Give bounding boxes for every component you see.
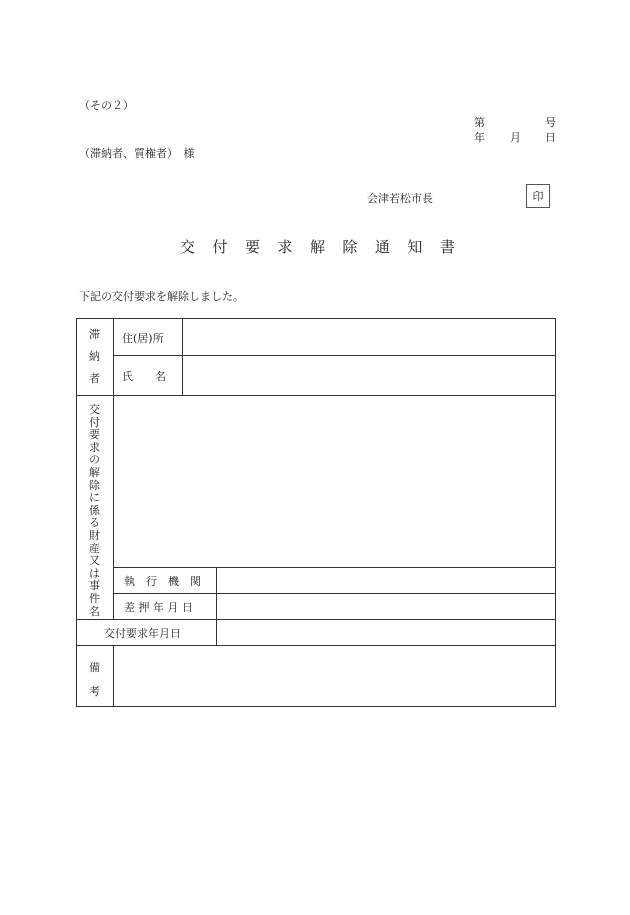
- rule-agency-bottom: [113, 593, 556, 594]
- rule-address-name: [113, 355, 556, 356]
- number-prefix: 第: [474, 116, 485, 129]
- title-char: 知: [407, 238, 423, 256]
- title-char: 要: [244, 238, 260, 256]
- request-date-label: 交付要求年月日: [104, 627, 181, 640]
- title-char: 除: [342, 238, 358, 256]
- document-title: [180, 236, 455, 257]
- title-char: 書: [439, 238, 455, 256]
- seal-box: 印: [526, 184, 550, 208]
- title-char: 通: [374, 238, 390, 256]
- title-char: 求: [277, 238, 293, 256]
- notice-table: [76, 318, 556, 707]
- addressee: （滞納者、質権者） 様: [79, 147, 195, 160]
- table-border-bottom: [76, 706, 556, 707]
- rule-left-label-column: [113, 318, 114, 619]
- table-border-top: [76, 318, 556, 319]
- rule-agency-label-column: [216, 567, 217, 645]
- property-label: 交 付 要 求 の 解 除 に 係 る 財 産 又 は 事 件 名: [89, 403, 100, 618]
- address-label: 住(居)所: [122, 332, 164, 345]
- form-number: （その２）: [79, 99, 134, 112]
- agency-field[interactable]: [224, 572, 550, 590]
- date-year: 年: [474, 131, 485, 144]
- title-char: 交: [180, 238, 196, 256]
- intro-text: 下記の交付要求を解除しました。: [79, 290, 244, 303]
- name-field[interactable]: [190, 365, 550, 383]
- date-month: 月: [510, 131, 521, 144]
- seizure-date-field[interactable]: [224, 598, 550, 616]
- property-field[interactable]: [120, 400, 550, 560]
- address-field[interactable]: [190, 328, 550, 346]
- seizure-date-label: 差 押 年 月 日: [124, 601, 193, 614]
- delinquent-label: 滞 納 者: [89, 328, 100, 385]
- remarks-label: 備 考: [89, 661, 100, 698]
- agency-label: 執 行 機 関: [124, 575, 201, 588]
- remarks-field[interactable]: [120, 651, 550, 701]
- name-label: 氏 名: [122, 370, 166, 383]
- title-char: 付: [212, 238, 228, 256]
- table-border-right: [555, 318, 556, 707]
- number-suffix: 号: [545, 116, 556, 129]
- rule-remarks-label-column: [113, 645, 114, 707]
- rule-seizure-bottom: [76, 619, 556, 620]
- rule-address-label-column: [182, 318, 183, 395]
- rule-property-area-bottom: [113, 567, 556, 568]
- issuer: 会津若松市長: [367, 192, 433, 205]
- date-day: 日: [545, 131, 556, 144]
- rule-delinquent-bottom: [76, 395, 556, 396]
- rule-request-date-bottom: [76, 645, 556, 646]
- request-date-field[interactable]: [224, 624, 550, 642]
- title-char: 解: [309, 238, 325, 256]
